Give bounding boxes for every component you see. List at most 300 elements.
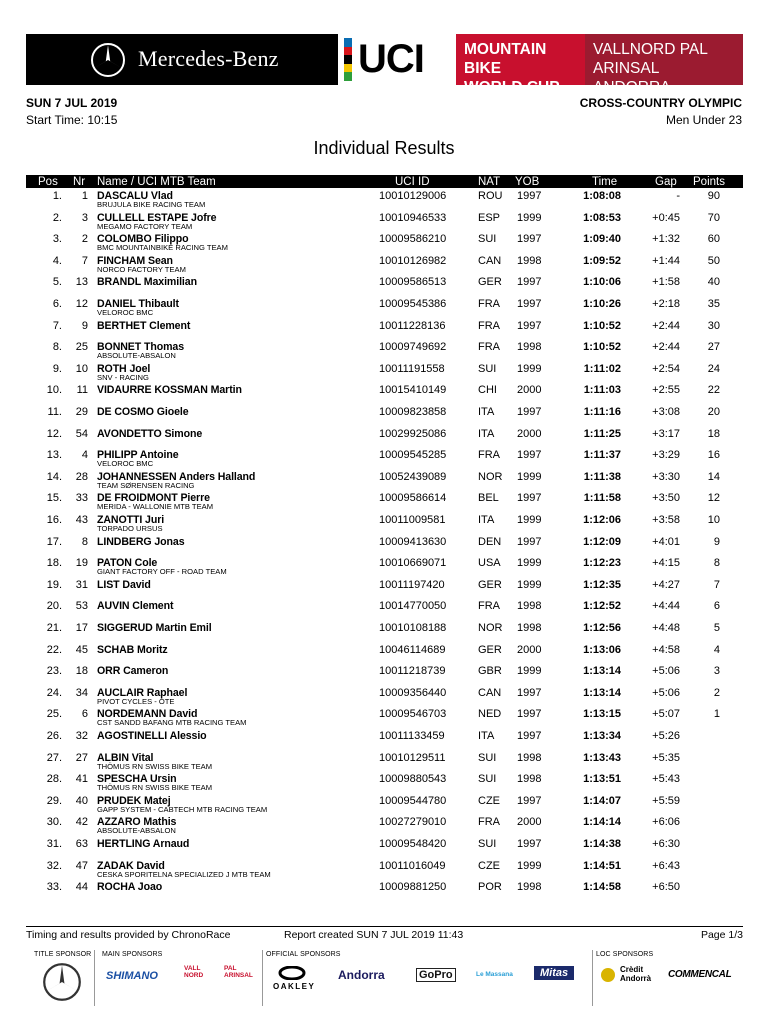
row-nationality: FRA xyxy=(478,298,500,310)
row-time: 1:12:35 xyxy=(583,578,621,591)
row-position: 26. xyxy=(46,730,62,742)
row-bib-number: 11 xyxy=(76,384,88,397)
row-points: 8 xyxy=(713,557,720,570)
row-position: 14. xyxy=(46,470,62,483)
table-row xyxy=(0,382,768,404)
row-points: 1 xyxy=(713,708,720,721)
row-position: 27. xyxy=(46,751,62,764)
row-bib-number: 53 xyxy=(75,600,88,613)
column-uci-id: UCI ID xyxy=(395,176,430,188)
row-time: 1:14:51 xyxy=(583,859,621,872)
column-time: Time xyxy=(592,176,618,188)
row-team: PIVOT CYCLES - OTE xyxy=(97,696,175,706)
row-year-of-birth: 1997 xyxy=(517,449,542,462)
table-row xyxy=(0,598,768,620)
andorra-logo: Andorra xyxy=(338,968,385,982)
row-team: GAPP SYSTEM - CABTECH MTB RACING TEAM xyxy=(97,804,268,814)
row-nationality: DEN xyxy=(478,535,502,548)
row-team: BMC MOUNTAINBIKE RACING TEAM xyxy=(97,243,228,253)
row-time: 1:12:56 xyxy=(583,622,621,634)
row-gap: +6:43 xyxy=(652,859,680,872)
main-sponsors-label: MAIN SPONSORS xyxy=(102,951,163,958)
table-row xyxy=(0,210,768,232)
timing-credit: Timing and results provided by ChronoRace xyxy=(26,929,231,941)
table-row xyxy=(0,663,768,685)
row-nationality: CZE xyxy=(478,859,500,872)
loc-sponsors-label: LOC SPONSORS xyxy=(596,951,654,958)
row-gap: +5:26 xyxy=(652,730,680,742)
row-nationality: FRA xyxy=(478,449,500,462)
row-team: CST SANDD BAFANG MTB RACING TEAM xyxy=(97,718,247,728)
venue-line-1: VALLNORD PAL ARINSAL xyxy=(593,41,708,77)
row-uci-id: 10009749692 xyxy=(379,341,447,354)
column-gap: Gap xyxy=(655,176,677,188)
row-gap: +6:06 xyxy=(652,816,680,829)
vallnord-logo: VALL NORD xyxy=(184,965,204,979)
world-cup-block xyxy=(456,34,585,96)
row-bib-number: 41 xyxy=(75,773,88,786)
row-points: 40 xyxy=(707,276,720,289)
table-row xyxy=(0,296,768,318)
row-rider-name: ROCHA Joao xyxy=(97,881,163,894)
row-bib-number: 25 xyxy=(75,341,88,354)
row-year-of-birth: 1998 xyxy=(517,600,542,613)
uci-rainbow-stripes xyxy=(344,38,352,81)
sponsor-strip xyxy=(26,948,743,1010)
row-gap: +2:44 xyxy=(652,341,680,354)
row-points: 60 xyxy=(707,233,720,246)
table-row xyxy=(0,404,768,426)
mercedes-star-icon xyxy=(90,42,126,78)
column-nat: NAT xyxy=(478,176,501,188)
row-gap: +3:08 xyxy=(652,406,680,418)
row-rider-name: SPESCHA Ursin xyxy=(97,773,177,786)
row-gap: +2:18 xyxy=(652,298,680,310)
row-time: 1:11:37 xyxy=(583,449,621,462)
row-points: 24 xyxy=(707,362,720,375)
row-time: 1:14:38 xyxy=(583,838,621,850)
row-gap: +5:06 xyxy=(652,665,680,678)
row-nationality: CZE xyxy=(478,794,500,807)
row-rider-name: ORR Cameron xyxy=(97,665,169,678)
row-bib-number: 3 xyxy=(81,211,88,224)
row-nationality: ITA xyxy=(478,730,495,742)
row-nationality: BEL xyxy=(478,492,499,505)
row-uci-id: 10029925086 xyxy=(379,427,447,440)
row-year-of-birth: 1997 xyxy=(517,730,542,742)
row-year-of-birth: 1997 xyxy=(517,298,542,310)
row-uci-id: 10009586614 xyxy=(379,492,447,505)
row-points: 3 xyxy=(713,665,720,678)
row-team: ABSOLUTE-ABSALON xyxy=(97,826,176,836)
row-bib-number: 63 xyxy=(75,838,88,850)
table-row xyxy=(0,490,768,512)
row-uci-id: 10009548420 xyxy=(379,838,447,850)
row-points: 5 xyxy=(713,622,720,634)
row-gap: +1:44 xyxy=(652,254,680,267)
row-bib-number: 45 xyxy=(75,643,88,656)
row-gap: +5:35 xyxy=(652,751,680,764)
row-position: 7. xyxy=(52,319,62,332)
row-points: 7 xyxy=(713,578,720,591)
row-year-of-birth: 1997 xyxy=(517,406,542,418)
row-year-of-birth: 1997 xyxy=(517,535,542,548)
row-rider-name: BONNET Thomas xyxy=(97,341,184,354)
row-time: 1:14:58 xyxy=(583,881,621,894)
row-position: 33. xyxy=(46,881,62,894)
row-uci-id: 10011197420 xyxy=(379,578,445,591)
table-row xyxy=(0,426,768,448)
row-time: 1:13:06 xyxy=(583,643,621,656)
row-position: 5. xyxy=(52,276,62,289)
table-row xyxy=(0,318,768,340)
row-nationality: NED xyxy=(478,708,502,721)
row-time: 1:09:40 xyxy=(583,233,621,246)
table-row xyxy=(0,771,768,793)
row-nationality: ROU xyxy=(478,190,503,202)
row-year-of-birth: 1999 xyxy=(517,665,542,678)
row-time: 1:10:52 xyxy=(583,341,621,354)
row-bib-number: 1 xyxy=(81,190,88,202)
table-row xyxy=(0,447,768,469)
series-line-1: MOUNTAIN BIKE xyxy=(464,41,547,77)
row-team: SNV - RACING xyxy=(97,372,149,382)
table-row xyxy=(0,836,768,858)
row-time: 1:11:16 xyxy=(583,406,621,418)
row-uci-id: 10009881250 xyxy=(379,881,447,894)
credit-andorra-icon xyxy=(600,967,616,983)
row-gap: +4:15 xyxy=(652,557,680,570)
row-gap: +4:58 xyxy=(652,643,680,656)
row-bib-number: 12 xyxy=(75,298,88,310)
row-rider-name: ZADAK David xyxy=(97,859,165,872)
row-rider-name: AUVIN Clement xyxy=(97,600,174,613)
row-position: 23. xyxy=(46,665,62,678)
row-year-of-birth: 2000 xyxy=(517,384,542,397)
row-time: 1:14:14 xyxy=(583,816,621,829)
row-rider-name: NORDEMANN David xyxy=(97,708,198,721)
row-bib-number: 18 xyxy=(75,665,88,678)
row-rider-name: DE COSMO Gioele xyxy=(97,406,189,418)
row-uci-id: 10052439089 xyxy=(379,470,447,483)
row-team: CESKA SPORITELNA SPECIALIZED J MTB TEAM xyxy=(97,869,271,879)
row-points: 90 xyxy=(707,190,720,202)
row-nationality: CAN xyxy=(478,686,502,699)
row-rider-name: JOHANNESSEN Anders Halland xyxy=(97,470,256,483)
row-position: 2. xyxy=(52,211,62,224)
uci-text: UCI xyxy=(358,37,424,81)
row-nationality: GER xyxy=(478,276,502,289)
row-bib-number: 10 xyxy=(75,362,88,375)
row-year-of-birth: 1999 xyxy=(517,557,542,570)
row-year-of-birth: 1997 xyxy=(517,276,542,289)
row-points: 20 xyxy=(707,406,720,418)
row-rider-name: PRUDEK Matej xyxy=(97,794,171,807)
row-nationality: GBR xyxy=(478,665,502,678)
row-uci-id: 10009823858 xyxy=(379,406,447,418)
row-time: 1:13:15 xyxy=(583,708,621,721)
row-uci-id: 10009546703 xyxy=(379,708,447,721)
row-gap: +1:58 xyxy=(652,276,680,289)
row-nationality: SUI xyxy=(478,362,497,375)
row-nationality: FRA xyxy=(478,816,500,829)
row-nationality: FRA xyxy=(478,600,500,613)
table-row xyxy=(0,642,768,664)
row-rider-name: BRANDL Maximilian xyxy=(97,276,197,289)
title-sponsor-name: Mercedes-Benz xyxy=(138,46,279,71)
row-position: 30. xyxy=(46,816,62,829)
row-uci-id: 10010108188 xyxy=(379,622,447,634)
official-sponsors-label: OFFICIAL SPONSORS xyxy=(266,951,341,958)
row-team: BRUJULA BIKE RACING TEAM xyxy=(97,200,206,209)
row-year-of-birth: 1998 xyxy=(517,341,542,354)
row-uci-id: 10010126982 xyxy=(379,254,447,267)
row-year-of-birth: 1999 xyxy=(517,470,542,483)
row-year-of-birth: 1999 xyxy=(517,211,542,224)
row-gap: +1:32 xyxy=(652,233,680,246)
row-time: 1:14:07 xyxy=(583,794,621,807)
row-gap: +5:43 xyxy=(652,773,680,786)
row-time: 1:08:08 xyxy=(583,190,621,202)
race-date: SUN 7 JUL 2019 xyxy=(26,96,118,110)
row-rider-name: PATON Cole xyxy=(97,557,158,570)
table-row xyxy=(0,555,768,577)
row-points: 27 xyxy=(707,341,720,354)
row-position: 19. xyxy=(46,578,62,591)
row-points: 10 xyxy=(707,514,720,526)
row-year-of-birth: 1999 xyxy=(517,578,542,591)
row-time: 1:13:43 xyxy=(583,751,621,764)
title-sponsor-label: TITLE SPONSOR xyxy=(34,951,92,958)
row-year-of-birth: 1999 xyxy=(517,859,542,872)
row-uci-id: 10011218739 xyxy=(379,665,446,678)
row-points: 14 xyxy=(707,470,720,483)
row-uci-id: 10027279010 xyxy=(379,816,447,829)
row-year-of-birth: 1997 xyxy=(517,492,542,505)
shimano-logo: SHIMANO xyxy=(106,970,158,982)
row-points: 4 xyxy=(713,643,720,656)
row-nationality: CAN xyxy=(478,254,502,267)
row-team: TORPADO URSUS xyxy=(97,524,163,533)
row-rider-name: COLOMBO Filippo xyxy=(97,233,189,246)
row-team: MERIDA - WALLONIE MTB TEAM xyxy=(97,502,214,512)
row-nationality: GER xyxy=(478,643,502,656)
row-time: 1:11:03 xyxy=(583,384,621,397)
venue-line-2: ANDORRA xyxy=(593,79,671,96)
row-time: 1:11:25 xyxy=(583,427,621,440)
row-position: 24. xyxy=(46,686,62,699)
row-uci-id: 10009413630 xyxy=(379,535,447,548)
row-position: 12. xyxy=(46,427,62,440)
table-row xyxy=(0,469,768,491)
row-position: 32. xyxy=(46,859,62,872)
row-position: 6. xyxy=(52,298,62,310)
row-uci-id: 10010129511 xyxy=(379,751,446,764)
row-year-of-birth: 1998 xyxy=(517,751,542,764)
row-position: 13. xyxy=(46,449,62,462)
event-banner xyxy=(26,34,743,96)
row-uci-id: 10011009581 xyxy=(379,514,446,526)
sponsor-divider xyxy=(262,950,263,1006)
row-rider-name: LIST David xyxy=(97,578,151,591)
table-row xyxy=(0,858,768,880)
row-bib-number: 33 xyxy=(75,492,88,505)
row-time: 1:10:52 xyxy=(583,319,621,332)
row-bib-number: 31 xyxy=(75,578,88,591)
row-gap: +3:17 xyxy=(652,427,680,440)
sponsor-divider xyxy=(94,950,95,1006)
row-uci-id: 10009880543 xyxy=(379,773,447,786)
oakley-logo: OAKLEY xyxy=(273,982,316,991)
row-gap: +4:27 xyxy=(652,578,680,591)
row-uci-id: 10011191558 xyxy=(379,362,445,375)
table-row xyxy=(0,512,768,534)
row-bib-number: 54 xyxy=(75,427,88,440)
table-row xyxy=(0,728,768,750)
row-uci-id: 10011133459 xyxy=(379,730,445,742)
row-position: 3. xyxy=(52,233,62,246)
gopro-logo: GoPro xyxy=(416,968,456,982)
row-time: 1:13:14 xyxy=(583,686,621,699)
row-year-of-birth: 1998 xyxy=(517,254,542,267)
row-rider-name: DANIEL Thibault xyxy=(97,298,179,310)
row-bib-number: 28 xyxy=(75,470,88,483)
row-gap: +5:59 xyxy=(652,794,680,807)
row-gap: +3:30 xyxy=(652,470,680,483)
row-time: 1:12:09 xyxy=(583,535,621,548)
row-gap: +2:55 xyxy=(652,384,680,397)
row-bib-number: 43 xyxy=(75,514,88,526)
row-points: 12 xyxy=(707,492,720,505)
mercedes-star-icon xyxy=(42,962,82,1002)
row-time: 1:10:06 xyxy=(583,276,621,289)
row-points: 9 xyxy=(713,535,720,548)
row-uci-id: 10009586513 xyxy=(379,276,447,289)
row-time: 1:12:23 xyxy=(583,557,621,570)
row-year-of-birth: 1997 xyxy=(517,319,542,332)
row-bib-number: 9 xyxy=(81,319,88,332)
row-position: 22. xyxy=(46,643,62,656)
row-rider-name: AZZARO Mathis xyxy=(97,816,177,829)
row-rider-name: ZANOTTI Juri xyxy=(97,514,165,526)
page-title: Individual Results xyxy=(313,138,455,158)
row-nationality: NOR xyxy=(478,470,503,483)
row-year-of-birth: 1999 xyxy=(517,514,542,526)
row-gap: +6:50 xyxy=(652,881,680,894)
row-gap: - xyxy=(676,190,680,202)
page-number: Page 1/3 xyxy=(700,929,743,941)
row-position: 25. xyxy=(46,708,62,721)
table-row xyxy=(0,253,768,275)
row-position: 18. xyxy=(46,557,62,570)
row-time: 1:13:34 xyxy=(583,730,621,742)
sponsor-divider xyxy=(592,950,593,1006)
row-gap: +0:45 xyxy=(652,211,680,224)
series-line-2: WORLD CUP xyxy=(464,79,560,96)
row-points: 30 xyxy=(707,319,720,332)
row-bib-number: 32 xyxy=(75,730,88,742)
row-bib-number: 13 xyxy=(75,276,88,289)
row-year-of-birth: 1997 xyxy=(517,686,542,699)
row-uci-id: 10014770050 xyxy=(379,600,447,613)
row-position: 17. xyxy=(46,535,62,548)
table-row xyxy=(0,879,768,901)
row-year-of-birth: 1997 xyxy=(517,794,542,807)
row-time: 1:12:06 xyxy=(583,514,621,526)
row-position: 31. xyxy=(46,838,62,850)
row-rider-name: AVONDETTO Simone xyxy=(97,427,203,440)
row-uci-id: 10009545285 xyxy=(379,449,447,462)
row-rider-name: FINCHAM Sean xyxy=(97,254,173,267)
page-footer xyxy=(26,926,743,942)
row-team: THÖMUS RN SWISS BIKE TEAM xyxy=(97,761,213,771)
row-rider-name: LINDBERG Jonas xyxy=(97,535,185,548)
row-position: 29. xyxy=(46,794,62,807)
table-row xyxy=(0,577,768,599)
row-nationality: ESP xyxy=(478,211,501,224)
row-time: 1:12:52 xyxy=(583,600,621,613)
race-category: Men Under 23 xyxy=(665,113,742,127)
uci-logo xyxy=(338,34,456,85)
row-gap: +5:07 xyxy=(652,708,680,721)
row-position: 16. xyxy=(46,514,62,526)
row-bib-number: 27 xyxy=(75,751,88,764)
row-bib-number: 8 xyxy=(81,535,88,548)
row-bib-number: 34 xyxy=(75,686,88,699)
oakley-icon xyxy=(278,966,306,980)
row-rider-name: VIDAURRE KOSSMAN Martin xyxy=(97,384,242,397)
row-uci-id: 10009586210 xyxy=(379,233,447,246)
row-rider-name: SCHAB Moritz xyxy=(97,643,168,656)
table-row xyxy=(0,620,768,642)
row-points: 6 xyxy=(713,600,720,613)
event-name: CROSS-COUNTRY OLYMPIC xyxy=(579,96,742,110)
report-created: Report created SUN 7 JUL 2019 11:43 xyxy=(284,929,464,941)
row-time: 1:11:58 xyxy=(583,492,621,505)
row-uci-id: 10010669071 xyxy=(379,557,447,570)
row-position: 11. xyxy=(47,406,62,418)
row-nationality: USA xyxy=(478,557,501,570)
column-yob: YOB xyxy=(515,176,540,188)
row-time: 1:08:53 xyxy=(583,211,621,224)
table-row xyxy=(0,361,768,383)
row-year-of-birth: 1997 xyxy=(517,190,542,202)
row-year-of-birth: 1997 xyxy=(517,708,542,721)
la-massana-logo: Le Massana xyxy=(476,971,513,978)
row-gap: +3:29 xyxy=(652,449,680,462)
table-row xyxy=(0,231,768,253)
row-team: ABSOLUTE-ABSALON xyxy=(97,351,176,361)
row-time: 1:09:52 xyxy=(583,254,621,267)
row-uci-id: 10010129006 xyxy=(379,190,447,202)
row-time: 1:11:02 xyxy=(583,362,621,375)
row-nationality: ITA xyxy=(478,427,495,440)
row-rider-name: AGOSTINELLI Alessio xyxy=(97,730,207,742)
row-rider-name: ROTH Joel xyxy=(97,362,151,375)
row-nationality: CHI xyxy=(478,384,497,397)
start-time: Start Time: 10:15 xyxy=(26,113,118,127)
row-bib-number: 42 xyxy=(75,816,88,829)
table-row xyxy=(0,339,768,361)
row-position: 8. xyxy=(52,341,62,354)
row-time: 1:10:26 xyxy=(583,298,621,310)
row-uci-id: 10009544780 xyxy=(379,794,447,807)
row-year-of-birth: 1998 xyxy=(517,622,542,634)
row-points: 50 xyxy=(707,254,720,267)
row-bib-number: 29 xyxy=(75,406,88,418)
row-rider-name: DE FROIDMONT Pierre xyxy=(97,492,210,505)
row-gap: +3:50 xyxy=(652,492,680,505)
